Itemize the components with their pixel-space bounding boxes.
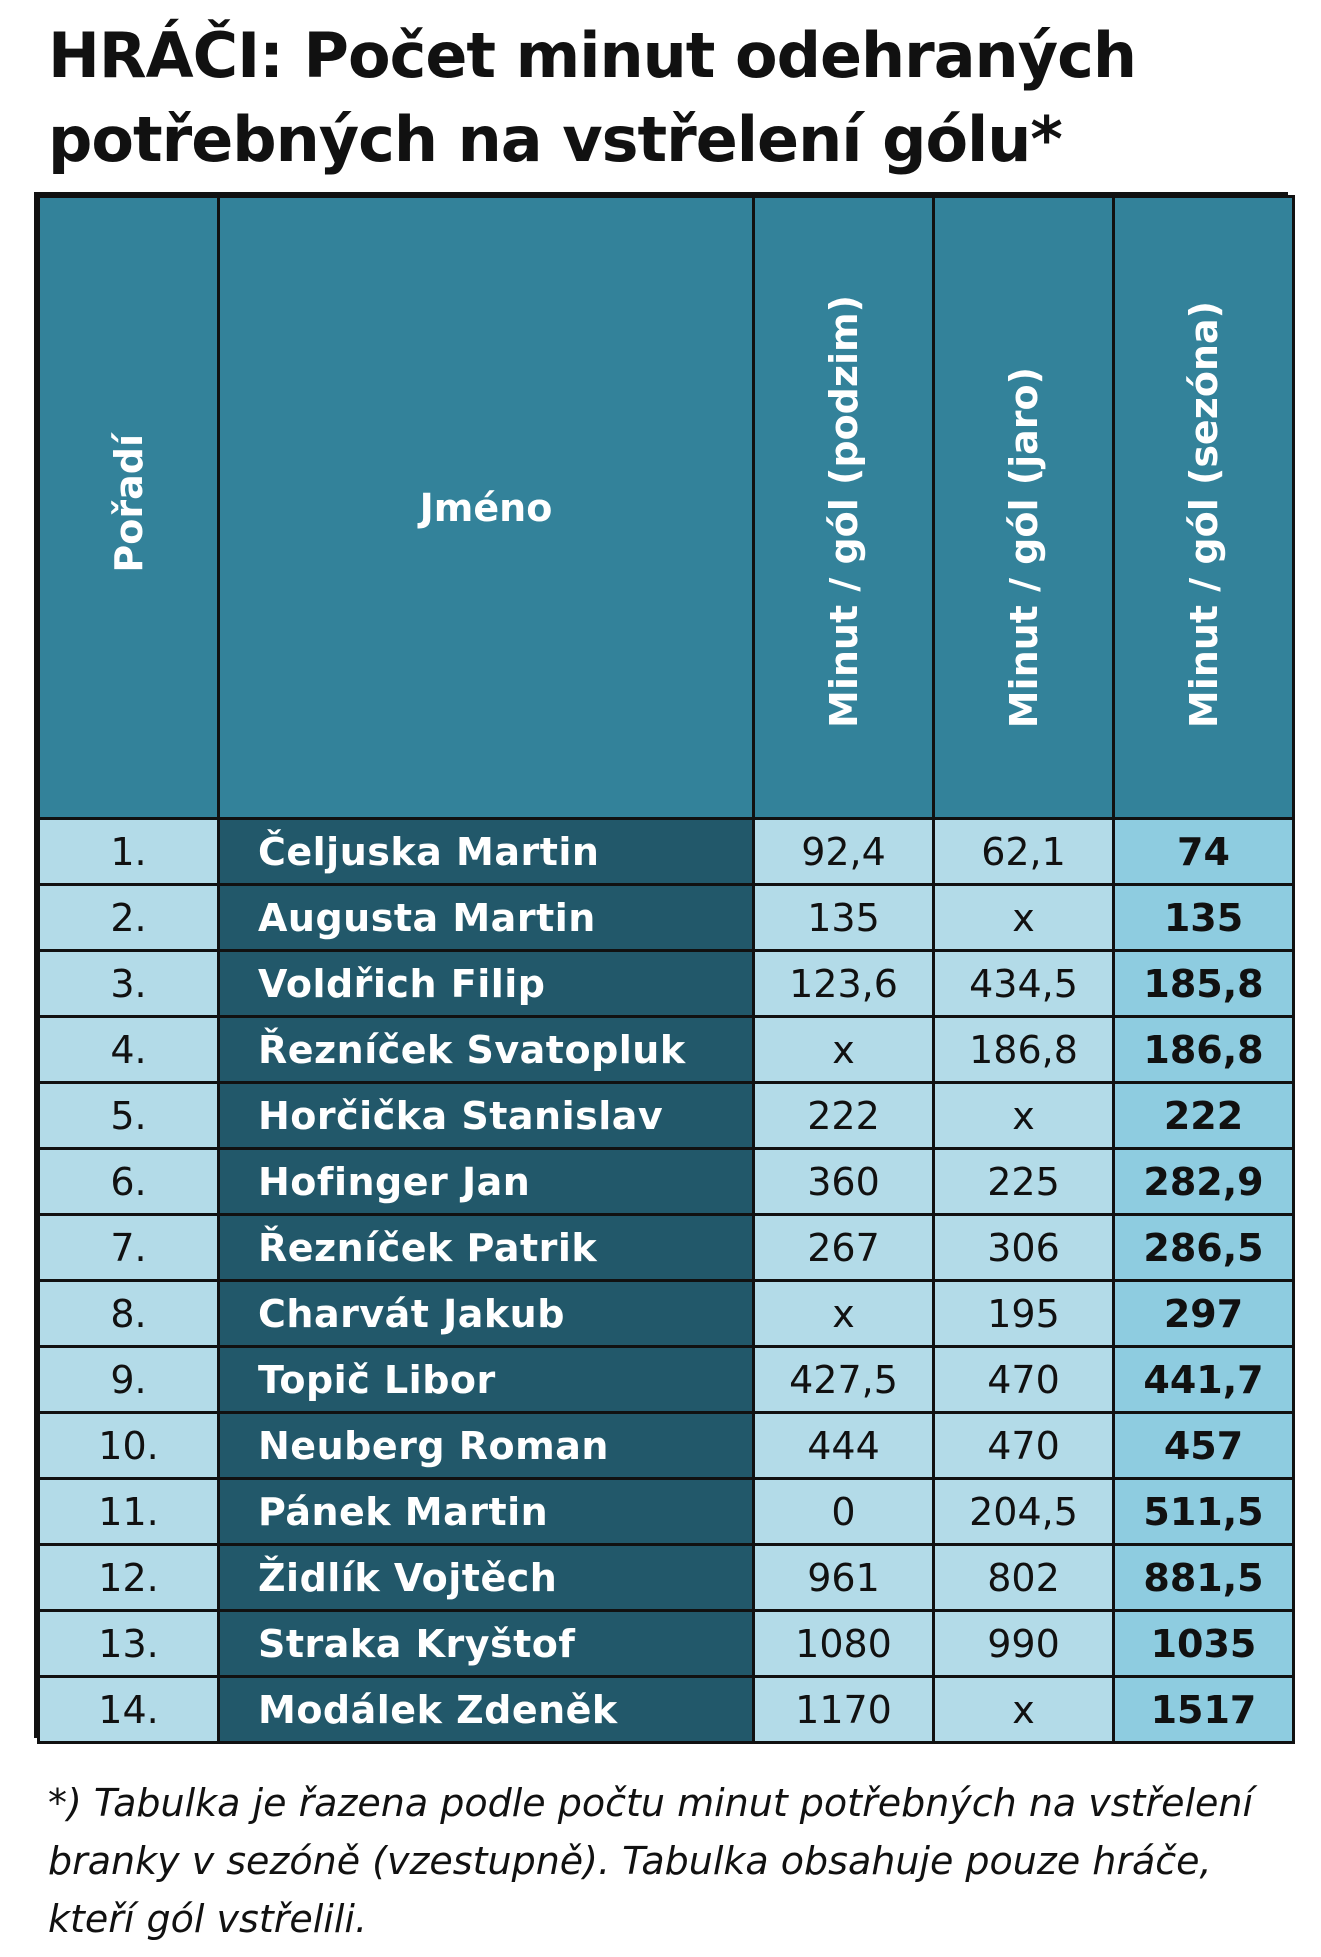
cell-spring: 990	[934, 1611, 1114, 1677]
page-title	[48, 14, 1288, 182]
cell-rank: 13.	[39, 1611, 219, 1677]
cell-rank: 5.	[39, 1083, 219, 1149]
table-row	[39, 1545, 1294, 1611]
cell-name: Hofinger Jan	[219, 1149, 754, 1215]
cell-spring: x	[934, 1083, 1114, 1149]
cell-autumn: 1080	[754, 1611, 934, 1677]
cell-season: 1035	[1114, 1611, 1294, 1677]
cell-name: Horčička Stanislav	[219, 1083, 754, 1149]
players-table-container	[34, 192, 1288, 1738]
cell-season: 185,8	[1114, 951, 1294, 1017]
table-row	[39, 1215, 1294, 1281]
header-season-label: Minut / gól (sezóna)	[1181, 300, 1226, 728]
cell-rank: 12.	[39, 1545, 219, 1611]
cell-season: 222	[1114, 1083, 1294, 1149]
cell-rank: 9.	[39, 1347, 219, 1413]
cell-season: 282,9	[1114, 1149, 1294, 1215]
cell-name: Řezníček Patrik	[219, 1215, 754, 1281]
cell-season: 135	[1114, 885, 1294, 951]
table-row	[39, 1083, 1294, 1149]
cell-rank: 6.	[39, 1149, 219, 1215]
footnote: *) Tabulka je řazena podle počtu minut potřebných na vstřelení branky v sezóně (vzestupně). Tabulka obsahuje pouze hráče, kteří gól vstřelili.	[48, 1781, 1254, 1941]
players-table	[37, 195, 1295, 1744]
table-row	[39, 1347, 1294, 1413]
cell-name: Augusta Martin	[219, 885, 754, 951]
cell-autumn: 444	[754, 1413, 934, 1479]
cell-name: Řezníček Svatopluk	[219, 1017, 754, 1083]
table-row	[39, 819, 1294, 885]
cell-autumn: 267	[754, 1215, 934, 1281]
cell-season: 1517	[1114, 1677, 1294, 1743]
cell-rank: 7.	[39, 1215, 219, 1281]
cell-autumn: 961	[754, 1545, 934, 1611]
cell-autumn: x	[754, 1017, 934, 1083]
header-rank	[39, 197, 219, 819]
cell-name: Neuberg Roman	[219, 1413, 754, 1479]
cell-autumn: 360	[754, 1149, 934, 1215]
header-name	[219, 197, 754, 819]
cell-name: Topič Libor	[219, 1347, 754, 1413]
cell-autumn: 222	[754, 1083, 934, 1149]
header-name-label: Jméno	[419, 485, 553, 530]
header-row	[39, 197, 1294, 819]
table-row	[39, 1413, 1294, 1479]
cell-spring: 62,1	[934, 819, 1114, 885]
cell-autumn: x	[754, 1281, 934, 1347]
cell-autumn: 123,6	[754, 951, 934, 1017]
cell-season: 881,5	[1114, 1545, 1294, 1611]
cell-autumn: 427,5	[754, 1347, 934, 1413]
table-row	[39, 885, 1294, 951]
cell-name: Židlík Vojtěch	[219, 1545, 754, 1611]
cell-name: Charvát Jakub	[219, 1281, 754, 1347]
cell-spring: 186,8	[934, 1017, 1114, 1083]
header-season	[1114, 197, 1294, 819]
cell-spring: 470	[934, 1347, 1114, 1413]
cell-rank: 2.	[39, 885, 219, 951]
cell-spring: 195	[934, 1281, 1114, 1347]
title-line-2: potřebných na vstřelení gólu*	[48, 103, 1062, 176]
title-line-1: HRÁČI: Počet minut odehraných	[48, 19, 1136, 92]
header-spring	[934, 197, 1114, 819]
cell-rank: 3.	[39, 951, 219, 1017]
cell-name: Pánek Martin	[219, 1479, 754, 1545]
table-row	[39, 1149, 1294, 1215]
cell-season: 457	[1114, 1413, 1294, 1479]
header-autumn-label: Minut / gól (podzim)	[821, 295, 866, 728]
cell-autumn: 0	[754, 1479, 934, 1545]
header-spring-label: Minut / gól (jaro)	[1001, 366, 1046, 728]
cell-rank: 14.	[39, 1677, 219, 1743]
cell-season: 441,7	[1114, 1347, 1294, 1413]
cell-spring: 306	[934, 1215, 1114, 1281]
header-rank-label: Pořadí	[106, 433, 151, 573]
cell-season: 74	[1114, 819, 1294, 885]
cell-rank: 4.	[39, 1017, 219, 1083]
table-body	[39, 819, 1294, 1743]
cell-season: 511,5	[1114, 1479, 1294, 1545]
cell-rank: 10.	[39, 1413, 219, 1479]
cell-spring: 470	[934, 1413, 1114, 1479]
cell-season: 286,5	[1114, 1215, 1294, 1281]
cell-name: Straka Kryštof	[219, 1611, 754, 1677]
cell-spring: 204,5	[934, 1479, 1114, 1545]
cell-autumn: 1170	[754, 1677, 934, 1743]
cell-spring: 225	[934, 1149, 1114, 1215]
cell-spring: x	[934, 1677, 1114, 1743]
cell-rank: 11.	[39, 1479, 219, 1545]
table-row	[39, 1017, 1294, 1083]
cell-autumn: 135	[754, 885, 934, 951]
table-row	[39, 1281, 1294, 1347]
cell-name: Voldřich Filip	[219, 951, 754, 1017]
table-row	[39, 1677, 1294, 1743]
cell-spring: x	[934, 885, 1114, 951]
cell-autumn: 92,4	[754, 819, 934, 885]
cell-name: Čeljuska Martin	[219, 819, 754, 885]
cell-spring: 802	[934, 1545, 1114, 1611]
header-autumn	[754, 197, 934, 819]
cell-rank: 1.	[39, 819, 219, 885]
cell-season: 297	[1114, 1281, 1294, 1347]
cell-name: Modálek Zdeněk	[219, 1677, 754, 1743]
cell-rank: 8.	[39, 1281, 219, 1347]
table-row	[39, 1611, 1294, 1677]
cell-spring: 434,5	[934, 951, 1114, 1017]
table-header	[39, 197, 1294, 819]
table-row	[39, 1479, 1294, 1545]
table-row	[39, 951, 1294, 1017]
cell-season: 186,8	[1114, 1017, 1294, 1083]
